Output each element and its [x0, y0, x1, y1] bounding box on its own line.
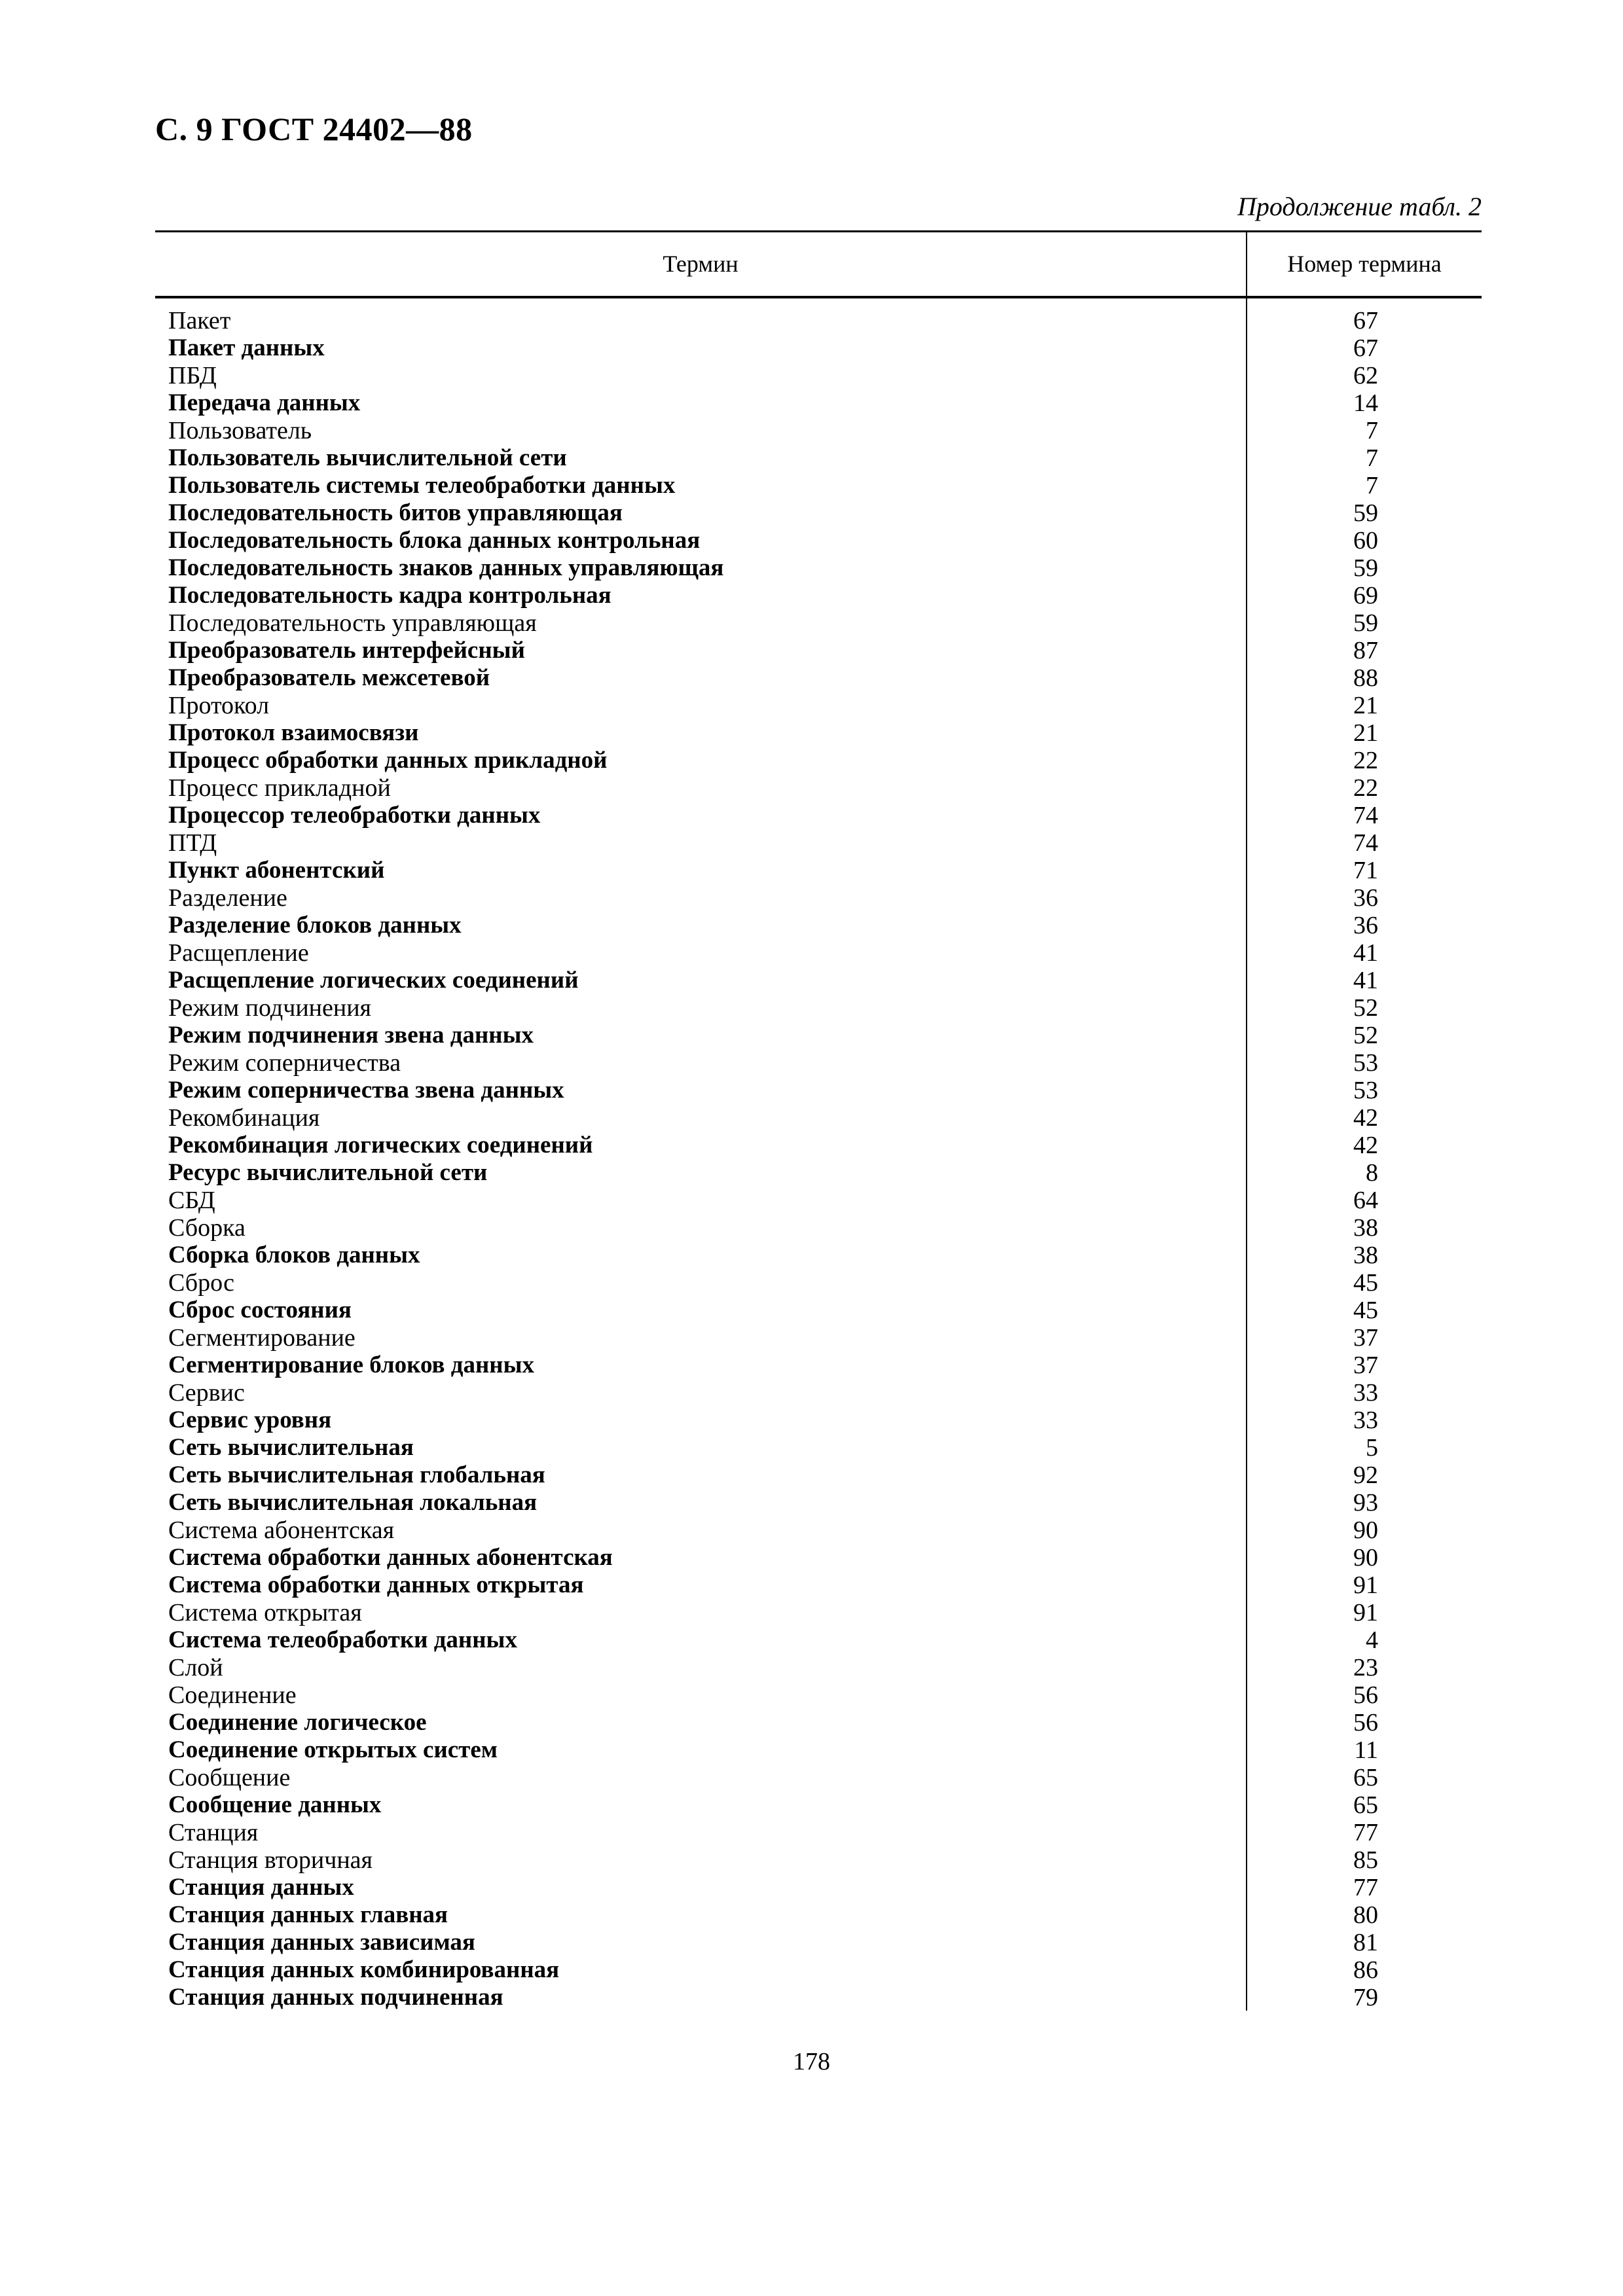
- table-row: [168, 774, 1482, 802]
- term-number-cell: 56: [1353, 1681, 1378, 1709]
- table-row: [168, 527, 1482, 554]
- term-number-cell: 45: [1353, 1297, 1378, 1324]
- term-number-cell: 59: [1353, 499, 1378, 527]
- term-cell: Режим соперничества: [168, 1049, 401, 1077]
- term-number-cell: 65: [1353, 1791, 1378, 1819]
- table-row: [168, 1104, 1482, 1132]
- term-cell: СБД: [168, 1187, 215, 1214]
- term-number-cell: 14: [1353, 389, 1378, 417]
- term-number-cell: 88: [1353, 664, 1378, 692]
- term-number-cell: 5: [1366, 1434, 1378, 1462]
- term-cell: Система телеобработки данных: [168, 1626, 517, 1653]
- table-row: [168, 1846, 1482, 1874]
- table-row: [168, 1874, 1482, 1901]
- table-row: [168, 1709, 1482, 1736]
- term-cell: Рекомбинация: [168, 1104, 320, 1132]
- table-row: [168, 912, 1482, 939]
- table-row: [168, 1654, 1482, 1681]
- term-cell: Протокол взаимосвязи: [168, 719, 419, 746]
- table-row: [168, 499, 1482, 527]
- term-number-cell: 37: [1353, 1352, 1378, 1379]
- term-number-cell: 52: [1353, 994, 1378, 1022]
- term-cell: Пакет данных: [168, 334, 325, 361]
- table-row: [168, 1736, 1482, 1764]
- table-header-rule: [155, 296, 1482, 298]
- term-number-cell: 36: [1353, 912, 1378, 939]
- page-number: 178: [793, 2048, 830, 2075]
- term-cell: Режим подчинения: [168, 994, 372, 1022]
- term-cell: Режим соперничества звена данных: [168, 1077, 564, 1103]
- term-number-cell: 22: [1353, 747, 1378, 774]
- table-row: [168, 1681, 1482, 1709]
- term-cell: Сегментирование блоков данных: [168, 1352, 535, 1378]
- term-cell: Последовательность битов управляющая: [168, 499, 623, 526]
- term-number-cell: 91: [1353, 1571, 1378, 1599]
- term-cell: Система открытая: [168, 1599, 362, 1626]
- term-cell: Пакет: [168, 307, 231, 334]
- term-number-cell: 67: [1353, 307, 1378, 334]
- table-row: [168, 554, 1482, 582]
- term-cell: ПТД: [168, 829, 217, 857]
- term-cell: Сброс состояния: [168, 1297, 352, 1323]
- term-cell: Соединение открытых систем: [168, 1736, 498, 1763]
- table-row: [168, 1324, 1482, 1352]
- term-cell: Преобразователь межсетевой: [168, 664, 490, 691]
- table-row: [168, 1791, 1482, 1819]
- term-cell: Соединение логическое: [168, 1709, 427, 1736]
- table-row: [168, 1929, 1482, 1956]
- term-cell: Протокол: [168, 692, 270, 719]
- table-row: [168, 829, 1482, 857]
- table-row: [168, 362, 1482, 389]
- term-number-cell: 33: [1353, 1379, 1378, 1407]
- term-cell: Рекомбинация логических соединений: [168, 1132, 593, 1158]
- table-row: [168, 389, 1482, 417]
- table-continuation-label: Продолжение табл. 2: [1237, 192, 1482, 221]
- term-cell: Последовательность управляющая: [168, 609, 537, 637]
- table-row: [168, 884, 1482, 912]
- table-row: [168, 1022, 1482, 1049]
- term-cell: Передача данных: [168, 389, 361, 416]
- term-number-cell: 80: [1353, 1901, 1378, 1929]
- term-number-cell: 71: [1353, 857, 1378, 884]
- term-cell: Система обработки данных абонентская: [168, 1544, 613, 1571]
- terms-table: [155, 230, 1482, 2011]
- table-row: [168, 1626, 1482, 1654]
- term-cell: Система абонентская: [168, 1516, 395, 1544]
- table-row: [168, 1956, 1482, 1984]
- table-row: [168, 1077, 1482, 1104]
- table-row: [168, 1132, 1482, 1159]
- table-row: [168, 1489, 1482, 1516]
- term-number-cell: 22: [1353, 774, 1378, 802]
- table-row: [168, 1352, 1482, 1379]
- term-cell: Расщепление логических соединений: [168, 967, 579, 994]
- table-row: [168, 472, 1482, 499]
- term-number-cell: 38: [1353, 1214, 1378, 1242]
- term-number-cell: 52: [1353, 1022, 1378, 1049]
- term-cell: Процесс прикладной: [168, 774, 391, 802]
- table-row: [168, 444, 1482, 472]
- term-number-cell: 79: [1353, 1984, 1378, 2011]
- term-number-cell: 37: [1353, 1324, 1378, 1352]
- table-row: [168, 307, 1482, 334]
- table-row: [168, 609, 1482, 637]
- term-cell: Система обработки данных открытая: [168, 1571, 584, 1598]
- term-number-cell: 41: [1353, 967, 1378, 994]
- term-number-cell: 7: [1366, 444, 1378, 472]
- term-number-cell: 91: [1353, 1599, 1378, 1626]
- table-row: [168, 1599, 1482, 1626]
- term-number-cell: 53: [1353, 1049, 1378, 1077]
- term-number-cell: 85: [1353, 1846, 1378, 1874]
- term-number-cell: 36: [1353, 884, 1378, 912]
- table-row: [168, 1159, 1482, 1187]
- term-number-cell: 59: [1353, 554, 1378, 582]
- term-cell: Станция вторичная: [168, 1846, 373, 1874]
- table-row: [168, 719, 1482, 747]
- table-row: [168, 417, 1482, 444]
- term-number-cell: 87: [1353, 637, 1378, 664]
- term-number-cell: 81: [1353, 1929, 1378, 1956]
- term-number-cell: 42: [1353, 1132, 1378, 1159]
- term-cell: Разделение блоков данных: [168, 912, 462, 939]
- term-cell: Расщепление: [168, 939, 309, 967]
- term-cell: ПБД: [168, 362, 217, 389]
- table-row: [168, 692, 1482, 719]
- term-cell: Разделение: [168, 884, 287, 912]
- column-header-number: Номер термина: [1287, 251, 1442, 277]
- table-row: [168, 1571, 1482, 1599]
- table-row: [168, 1187, 1482, 1214]
- table-top-rule: [155, 230, 1482, 232]
- term-number-cell: 7: [1366, 417, 1378, 444]
- term-cell: Процессор телеобработки данных: [168, 802, 541, 829]
- page-header: С. 9 ГОСТ 24402—88: [155, 111, 473, 147]
- term-cell: Сброс: [168, 1269, 234, 1297]
- term-cell: Станция данных комбинированная: [168, 1956, 560, 1983]
- term-number-cell: 90: [1353, 1516, 1378, 1544]
- term-cell: Сеть вычислительная локальная: [168, 1489, 538, 1516]
- term-cell: Пользователь вычислительной сети: [168, 444, 567, 471]
- term-number-cell: 59: [1353, 609, 1378, 637]
- term-cell: Последовательность кадра контрольная: [168, 582, 611, 609]
- table-row: [168, 994, 1482, 1022]
- term-cell: Станция данных подчиненная: [168, 1984, 503, 2011]
- table-row: [168, 939, 1482, 967]
- term-cell: Станция данных зависимая: [168, 1929, 475, 1956]
- table-row: [168, 1049, 1482, 1077]
- term-cell: Последовательность блока данных контрольная: [168, 527, 701, 554]
- term-cell: Режим подчинения звена данных: [168, 1022, 534, 1049]
- term-number-cell: 86: [1353, 1956, 1378, 1984]
- term-cell: Сервис уровня: [168, 1407, 332, 1433]
- table-row: [168, 1379, 1482, 1407]
- table-row: [168, 1297, 1482, 1324]
- table-row: [168, 1462, 1482, 1489]
- term-number-cell: 42: [1353, 1104, 1378, 1132]
- term-cell: Слой: [168, 1654, 223, 1681]
- term-cell: Станция данных: [168, 1874, 354, 1901]
- term-number-cell: 64: [1353, 1187, 1378, 1214]
- term-cell: Пользователь: [168, 417, 312, 444]
- term-cell: Сборка: [168, 1214, 246, 1242]
- table-row: [168, 802, 1482, 829]
- table-row: [168, 747, 1482, 774]
- table-row: [168, 637, 1482, 664]
- table-row: [168, 582, 1482, 609]
- term-number-cell: 21: [1353, 719, 1378, 747]
- table-row: [168, 1214, 1482, 1242]
- term-cell: Пункт абонентский: [168, 857, 385, 884]
- term-cell: Станция: [168, 1819, 259, 1846]
- table-row: [168, 1544, 1482, 1571]
- term-number-cell: 92: [1353, 1462, 1378, 1489]
- term-number-cell: 56: [1353, 1709, 1378, 1736]
- table-row: [168, 1516, 1482, 1544]
- table-row: [168, 1434, 1482, 1462]
- table-body: [168, 307, 1482, 2011]
- table-row: [168, 1269, 1482, 1297]
- term-number-cell: 8: [1366, 1159, 1378, 1187]
- term-number-cell: 45: [1353, 1269, 1378, 1297]
- term-number-cell: 77: [1353, 1874, 1378, 1901]
- term-cell: Сборка блоков данных: [168, 1242, 420, 1268]
- term-number-cell: 74: [1353, 829, 1378, 857]
- table-row: [168, 1901, 1482, 1929]
- term-number-cell: 62: [1353, 362, 1378, 389]
- term-number-cell: 21: [1353, 692, 1378, 719]
- term-number-cell: 53: [1353, 1077, 1378, 1104]
- table-row: [168, 664, 1482, 692]
- term-cell: Последовательность знаков данных управляющая: [168, 554, 724, 581]
- term-number-cell: 33: [1353, 1407, 1378, 1434]
- table-row: [168, 334, 1482, 362]
- term-cell: Сеть вычислительная глобальная: [168, 1462, 545, 1488]
- term-number-cell: 4: [1366, 1626, 1378, 1654]
- term-number-cell: 65: [1353, 1764, 1378, 1791]
- term-cell: Сеть вычислительная: [168, 1434, 414, 1461]
- term-number-cell: 23: [1353, 1654, 1378, 1681]
- term-cell: Ресурс вычислительной сети: [168, 1159, 488, 1186]
- term-number-cell: 74: [1353, 802, 1378, 829]
- column-header-term: Термин: [663, 251, 739, 277]
- term-number-cell: 93: [1353, 1489, 1378, 1516]
- term-cell: Преобразователь интерфейсный: [168, 637, 525, 664]
- term-number-cell: 67: [1353, 334, 1378, 362]
- term-cell: Сегментирование: [168, 1324, 356, 1352]
- table-row: [168, 857, 1482, 884]
- table-row: [168, 967, 1482, 994]
- table-row: [168, 1764, 1482, 1791]
- term-cell: Сообщение данных: [168, 1791, 382, 1818]
- term-number-cell: 38: [1353, 1242, 1378, 1269]
- term-number-cell: 7: [1366, 472, 1378, 499]
- term-number-cell: 60: [1353, 527, 1378, 554]
- term-cell: Соединение: [168, 1681, 297, 1709]
- table-row: [168, 1984, 1482, 2011]
- term-cell: Сервис: [168, 1379, 245, 1407]
- table-row: [168, 1242, 1482, 1269]
- term-number-cell: 41: [1353, 939, 1378, 967]
- term-number-cell: 69: [1353, 582, 1378, 609]
- table-row: [168, 1819, 1482, 1846]
- term-cell: Сообщение: [168, 1764, 291, 1791]
- term-number-cell: 90: [1353, 1544, 1378, 1571]
- table-row: [168, 1407, 1482, 1434]
- term-cell: Процесс обработки данных прикладной: [168, 747, 608, 774]
- term-number-cell: 11: [1354, 1736, 1378, 1764]
- term-number-cell: 77: [1353, 1819, 1378, 1846]
- term-cell: Станция данных главная: [168, 1901, 448, 1928]
- term-cell: Пользователь системы телеобработки данных: [168, 472, 676, 499]
